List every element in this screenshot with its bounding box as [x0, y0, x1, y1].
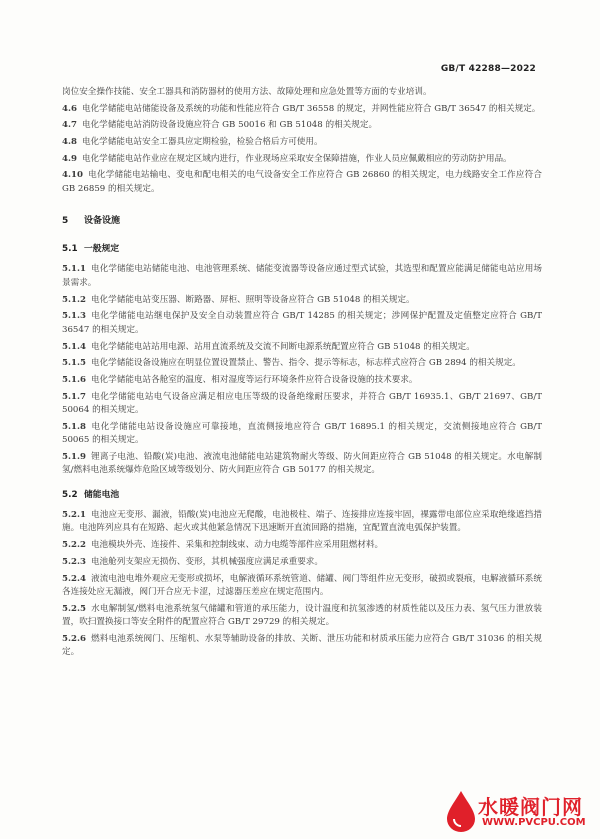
clause-paragraph — [62, 86, 542, 100]
clause-text: 岗位安全操作技能、安全工器具和消防器材的使用方法、故障处理和应急处置等方面的专业培训。 — [62, 87, 432, 97]
clause-text: 电化学储能电站站用电源、站用直流系统及交流不间断电源系统配置应符合 GB 51048 的相关规定。 — [90, 341, 475, 352]
clause-text: 电化学储能电站储能电池、电池管理系统、储能变流器等设备应通过型式试验，其选型和配置应能满足储能电站应用场景需求。 — [62, 264, 542, 288]
clause-text: 锂离子电池、铅酸(炭)电池、液流电池储能电站建筑物耐火等级、防火间距应符合 GB 51048 的相关规定。水电解制氢/燃料电池系统爆炸危险区域等级划分、防火间距应符合 GB 50177 的相关规定。 — [62, 451, 542, 476]
clause-text: 电化学储能电站作业应在规定区域内进行，作业现场应采取安全保障措施，作业人员应佩戴相应的劳动防护用品。 — [81, 153, 512, 164]
clause-text: 电池模块外壳、连接件、采集和控制线束、动力电缆等部件应采用阻燃材料。 — [90, 540, 384, 551]
clause-paragraph — [62, 391, 542, 418]
clause-paragraph — [62, 509, 542, 536]
clause-number: 4.9 — [62, 153, 77, 164]
clause-text: 电化学储能设备设施应在明显位置设置禁止、警告、指令、提示等标志，标志样式应符合 GB 2894 的相关规定。 — [90, 358, 521, 369]
clause-paragraph — [62, 136, 542, 150]
clause-text: 电化学储能电站储能设备及系统的功能和性能应符合 GB/T 36558 的规定，并网性能应符合 GB/T 36547 的相关规定。 — [81, 103, 541, 114]
clause-paragraph — [62, 357, 542, 371]
clause-paragraph — [62, 451, 542, 478]
clause-text: 电化学储能电站继电保护及安全自动装置应符合 GB/T 14285 的相关规定；涉网保护配置及定值整定应符合 GB/T 36547 的相关规定。 — [62, 311, 542, 335]
clause-number: 5.1.4 — [62, 341, 86, 352]
clause-text: 电池应无变形、漏液，铅酸(炭)电池应无爬酸，电池极柱、端子、连接排应连接牢固，裸露带电部位应采取绝缘遮挡措施。电池阵列应具有在短路、起火或其他紧急情况下迅速断开直流回路的措施，宜配置直流电弧保护装置。 — [62, 509, 542, 534]
clause-paragraph — [62, 119, 542, 133]
clause-number: 5.2.5 — [62, 603, 86, 614]
clause-text: 电化学储能电站变压器、断路器、屏柜、照明等设备应符合 GB 51048 的相关规定。 — [90, 294, 415, 305]
clause-text: 电化学储能电站电气设备应满足相应电压等级的设备绝缘耐压要求，并符合 GB/T 16935.1、GB/T 21697、GB/T 50064 的相关规定。 — [62, 391, 542, 416]
subsection-heading — [62, 487, 542, 500]
clause-paragraph — [62, 573, 542, 600]
heading-text: 一般规定 — [84, 244, 120, 255]
clause-text: 液流电池电堆外观应无变形或损坏，电解液循环系统管道、储罐、阀门等组件应无变形，破损或裂痕，电解液循环系统各连接处应无漏液，阀门开合应无卡涩，过滤器压差应在规定范围内。 — [62, 573, 542, 597]
clause-text: 电化学储能电站安全工器具应定期检验，检验合格后方可使用。 — [81, 137, 323, 148]
clause-number: 5.1.5 — [62, 358, 86, 369]
clause-number: 5.2.4 — [62, 573, 86, 584]
clause-text: 电化学储能电站各舱室的温度、相对湿度等运行环境条件应符合设备设施的技术要求。 — [90, 374, 418, 385]
heading-number: 5 — [62, 216, 69, 227]
document-body — [62, 86, 542, 663]
clause-number: 4.7 — [62, 120, 77, 131]
clause-number: 5.1.1 — [62, 264, 86, 275]
clause-number: 5.1.7 — [62, 391, 86, 402]
clause-paragraph — [62, 633, 542, 660]
heading-text: 储能电池 — [84, 489, 120, 500]
clause-number: 5.1.2 — [62, 294, 86, 305]
clause-text: 燃料电池系统阀门、压缩机、水泵等辅助设备的排放、关断、泄压功能和材质承压能力应符合 GB/T 31036 的相关规定。 — [62, 633, 542, 658]
section-heading — [62, 213, 542, 226]
clause-paragraph — [62, 374, 542, 388]
clause-paragraph — [62, 153, 542, 167]
clause-number: 5.1.9 — [62, 451, 86, 462]
clause-number: 5.1.6 — [62, 374, 86, 385]
clause-paragraph — [62, 294, 542, 308]
clause-number: 5.1.3 — [62, 311, 86, 322]
standard-code: GB/T 42288—2022 — [440, 64, 536, 74]
clause-number: 4.10 — [62, 170, 83, 181]
clause-paragraph — [62, 421, 542, 448]
watermark-logo — [444, 789, 594, 835]
clause-paragraph — [62, 603, 542, 630]
heading-number: 5.2 — [62, 489, 78, 500]
clause-paragraph — [62, 539, 542, 553]
clause-text: 水电解制氢/燃料电池系统氢气储罐和管道的承压能力，设计温度和抗氢渗透的材质性能以及压力表、氢气压力泄放装置，吹扫置换接口等安全附件的配置应符合 GB/T 29729 的相关规定。 — [62, 603, 542, 628]
clause-number: 5.2.3 — [62, 556, 86, 567]
heading-number: 5.1 — [62, 244, 78, 255]
clause-text: 电化学储能电站消防设备设施应符合 GB 50016 和 GB 51048 的相关规定。 — [81, 120, 378, 131]
clause-paragraph — [62, 556, 542, 570]
clause-text: 电化学储能电站设备设施应可靠接地，直流侧接地应符合 GB/T 16895.1 的相关规定，交流侧接地应符合 GB/T 50065 的相关规定。 — [62, 421, 542, 446]
clause-number: 4.6 — [62, 103, 77, 114]
subsection-heading — [62, 241, 542, 254]
clause-paragraph — [62, 341, 542, 355]
clause-paragraph — [62, 103, 542, 117]
clause-paragraph — [62, 263, 542, 290]
clause-number: 5.2.2 — [62, 540, 86, 551]
clause-number: 5.2.1 — [62, 509, 86, 520]
clause-paragraph — [62, 310, 542, 337]
watermark-url: WWW.PVCPU.COM — [482, 817, 586, 828]
watermark-text: 水暖阀门网 — [478, 795, 583, 819]
clause-number: 5.1.8 — [62, 421, 86, 432]
clause-number: 4.8 — [62, 137, 77, 148]
clause-text: 电化学储能电站输电、变电和配电相关的电气设备安全工作应符合 GB 26860 的相关规定，电力线路安全工作应符合 GB 26859 的相关规定。 — [62, 170, 542, 194]
clause-paragraph — [62, 169, 542, 196]
clause-text: 电池舱列支架应无损伤、变形，其机械强度应满足承重要求。 — [90, 556, 323, 567]
droplet-logo-icon — [444, 789, 478, 833]
clause-number: 5.2.6 — [62, 633, 86, 644]
heading-text: 设备设施 — [84, 216, 121, 227]
